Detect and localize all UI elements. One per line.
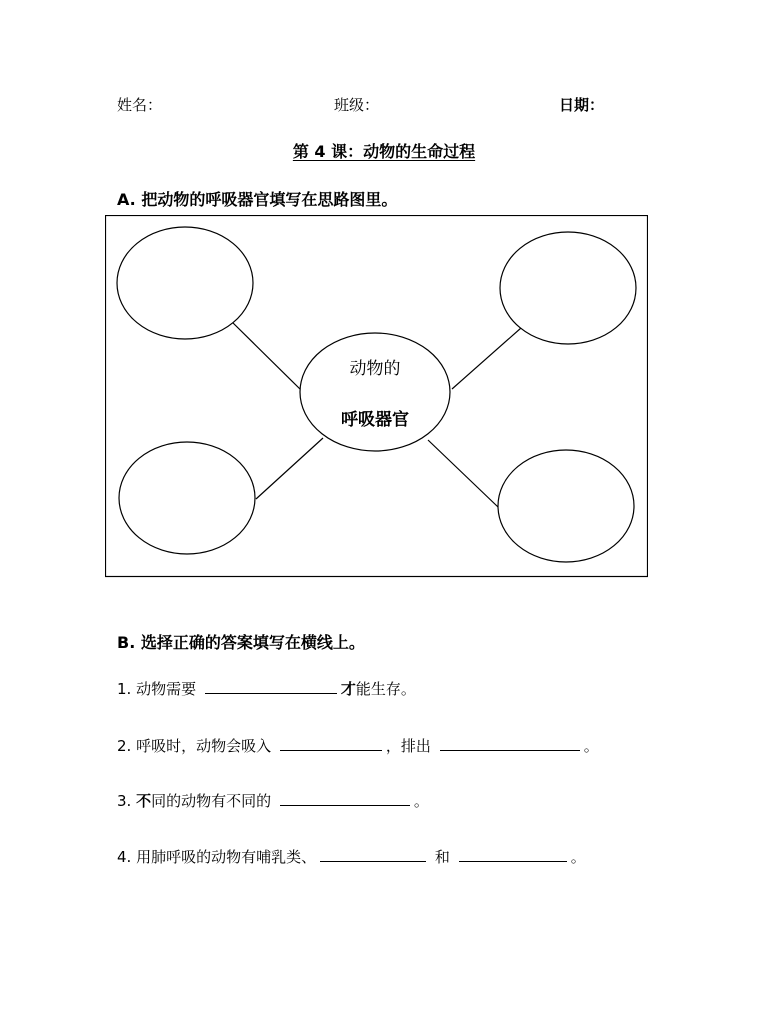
question-3: [117, 790, 429, 811]
question-2-text-after: 。: [583, 737, 599, 755]
question-1-text-before: 动物需要: [136, 680, 197, 698]
name-label: 姓名：: [117, 96, 163, 114]
question-1: [117, 678, 416, 699]
question-4-text-before: 用肺呼吸的动物有哺乳类、: [136, 848, 317, 866]
section-a-heading: A. 把动物的呼吸器官填写在思路图里。: [117, 190, 398, 209]
question-3-text-after: 。: [413, 792, 429, 810]
question-2-blank-2[interactable]: [440, 736, 580, 751]
question-3-number: 3.: [117, 792, 132, 810]
question-4-blank-1[interactable]: [320, 847, 426, 862]
question-1-number: 1.: [117, 680, 132, 698]
answer-bubble-bottom-left[interactable]: [119, 442, 255, 554]
center-bubble: [300, 333, 450, 451]
page-title-text: 第 4 课：动物的生命过程: [292, 142, 476, 161]
question-2-blank-1[interactable]: [280, 736, 382, 751]
mind-map-diagram: [105, 215, 648, 578]
question-1-bold-word: 才: [340, 680, 356, 698]
question-3-text-before: 同的动物有不同的: [151, 792, 272, 810]
question-4-number: 4.: [117, 848, 132, 866]
question-2: [117, 735, 599, 756]
center-label-line1: 动物的: [349, 359, 401, 379]
class-label: 班级：: [334, 96, 380, 114]
question-4-blank-2[interactable]: [459, 847, 567, 862]
center-label-line2: 呼吸器官: [341, 410, 409, 430]
question-4-text-after: 。: [570, 848, 586, 866]
answer-bubble-bottom-right[interactable]: [498, 450, 634, 562]
question-2-text-before: 呼吸时，动物会吸入: [136, 737, 272, 755]
section-b-heading: B. 选择正确的答案填写在横线上。: [117, 633, 365, 652]
question-1-text-after: 能生存。: [355, 680, 416, 698]
question-4-text-middle: 和: [434, 848, 450, 866]
question-3-blank[interactable]: [280, 791, 410, 806]
question-4: [117, 846, 586, 867]
question-3-bold-word: 不: [136, 792, 152, 810]
question-2-text-middle: ，排出: [385, 737, 431, 755]
answer-bubble-top-right[interactable]: [500, 232, 636, 344]
date-label: 日期：: [559, 96, 605, 114]
page-title: [0, 139, 768, 162]
answer-bubble-top-left[interactable]: [117, 227, 253, 339]
question-1-blank[interactable]: [205, 679, 337, 694]
question-2-number: 2.: [117, 737, 132, 755]
